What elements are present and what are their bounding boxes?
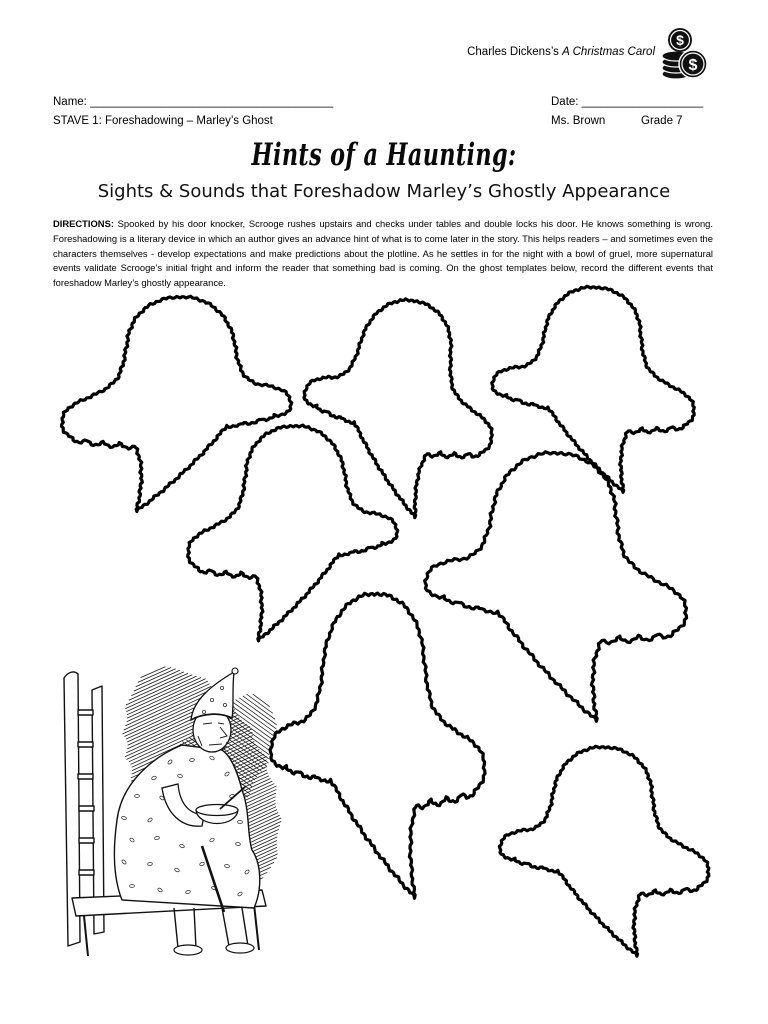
chair-rung	[79, 870, 94, 875]
hatch-line	[235, 700, 276, 729]
name-blank-line: ______________________________________	[90, 96, 334, 108]
slipper	[174, 945, 202, 955]
ghost-template-5	[414, 442, 700, 729]
scrooge-illustration	[64, 643, 314, 956]
chair-rung	[78, 742, 93, 747]
hatch-line	[125, 676, 196, 710]
chair-rung	[79, 838, 94, 843]
name-label: Name:	[53, 96, 87, 108]
gruel-bowl-rim	[196, 805, 238, 816]
grade-level: Grade 7	[641, 115, 683, 127]
hatch-line	[141, 666, 166, 678]
coin-top	[668, 28, 692, 52]
stave-heading: STAVE 1: Foreshadowing – Marley’s Ghost	[53, 115, 273, 127]
ghost-template-6	[265, 590, 491, 901]
chair-leg	[254, 904, 259, 950]
teacher-name: Ms. Brown	[551, 115, 606, 127]
book-title: A Christmas Carol	[562, 46, 655, 58]
chair-rung	[78, 710, 93, 715]
date-field	[551, 95, 703, 109]
hatch-line	[242, 696, 275, 719]
slipper	[226, 943, 254, 953]
directions-text: Spooked by his door knocker, Scrooge rushes upstairs and checks under tables and double locks his door. He knows something is wrong. Foreshadowing is a literary device in which an author gives an advance hint of what is to come later in the story. This helps readers – and sometimes even the characters themselves - develop expectations and make predictions about the plotline. As he settles in for the night with a bowl of gruel, more supernatural events validate Scrooge’s initial fright and inform the reader that something bad is coming. On the ghost templates below, record the different events that foreshadow Marley’s ghostly appearance.	[53, 218, 713, 289]
subtitle-block	[0, 181, 768, 203]
chair-rung	[78, 774, 93, 779]
title-block	[0, 135, 768, 175]
name-field	[53, 95, 333, 109]
date-blank-line: ___________________	[581, 96, 704, 108]
legs	[174, 908, 248, 948]
hatch-line	[126, 677, 201, 712]
book-reference	[467, 45, 655, 59]
coin-front	[679, 50, 707, 78]
dollar-sign: $	[676, 32, 684, 48]
book-author: Charles Dickens’s	[467, 46, 559, 58]
date-label: Date:	[551, 96, 579, 108]
coin-stack-icon	[656, 27, 710, 81]
ghost-template-7	[491, 738, 719, 962]
dollar-sign: $	[688, 57, 698, 74]
hatch-line	[239, 698, 277, 725]
chair-rung	[79, 806, 94, 811]
chair-leg	[84, 916, 88, 956]
page-title: Hints of a Haunting:	[251, 137, 517, 173]
page-subtitle: Sights & Sounds that Foreshadow Marley’s Ghostly Appearance	[97, 181, 671, 202]
nightcap-tassel	[232, 668, 238, 674]
directions-paragraph	[53, 217, 713, 291]
hatch-line	[138, 667, 171, 683]
directions-label: DIRECTIONS:	[53, 218, 114, 229]
